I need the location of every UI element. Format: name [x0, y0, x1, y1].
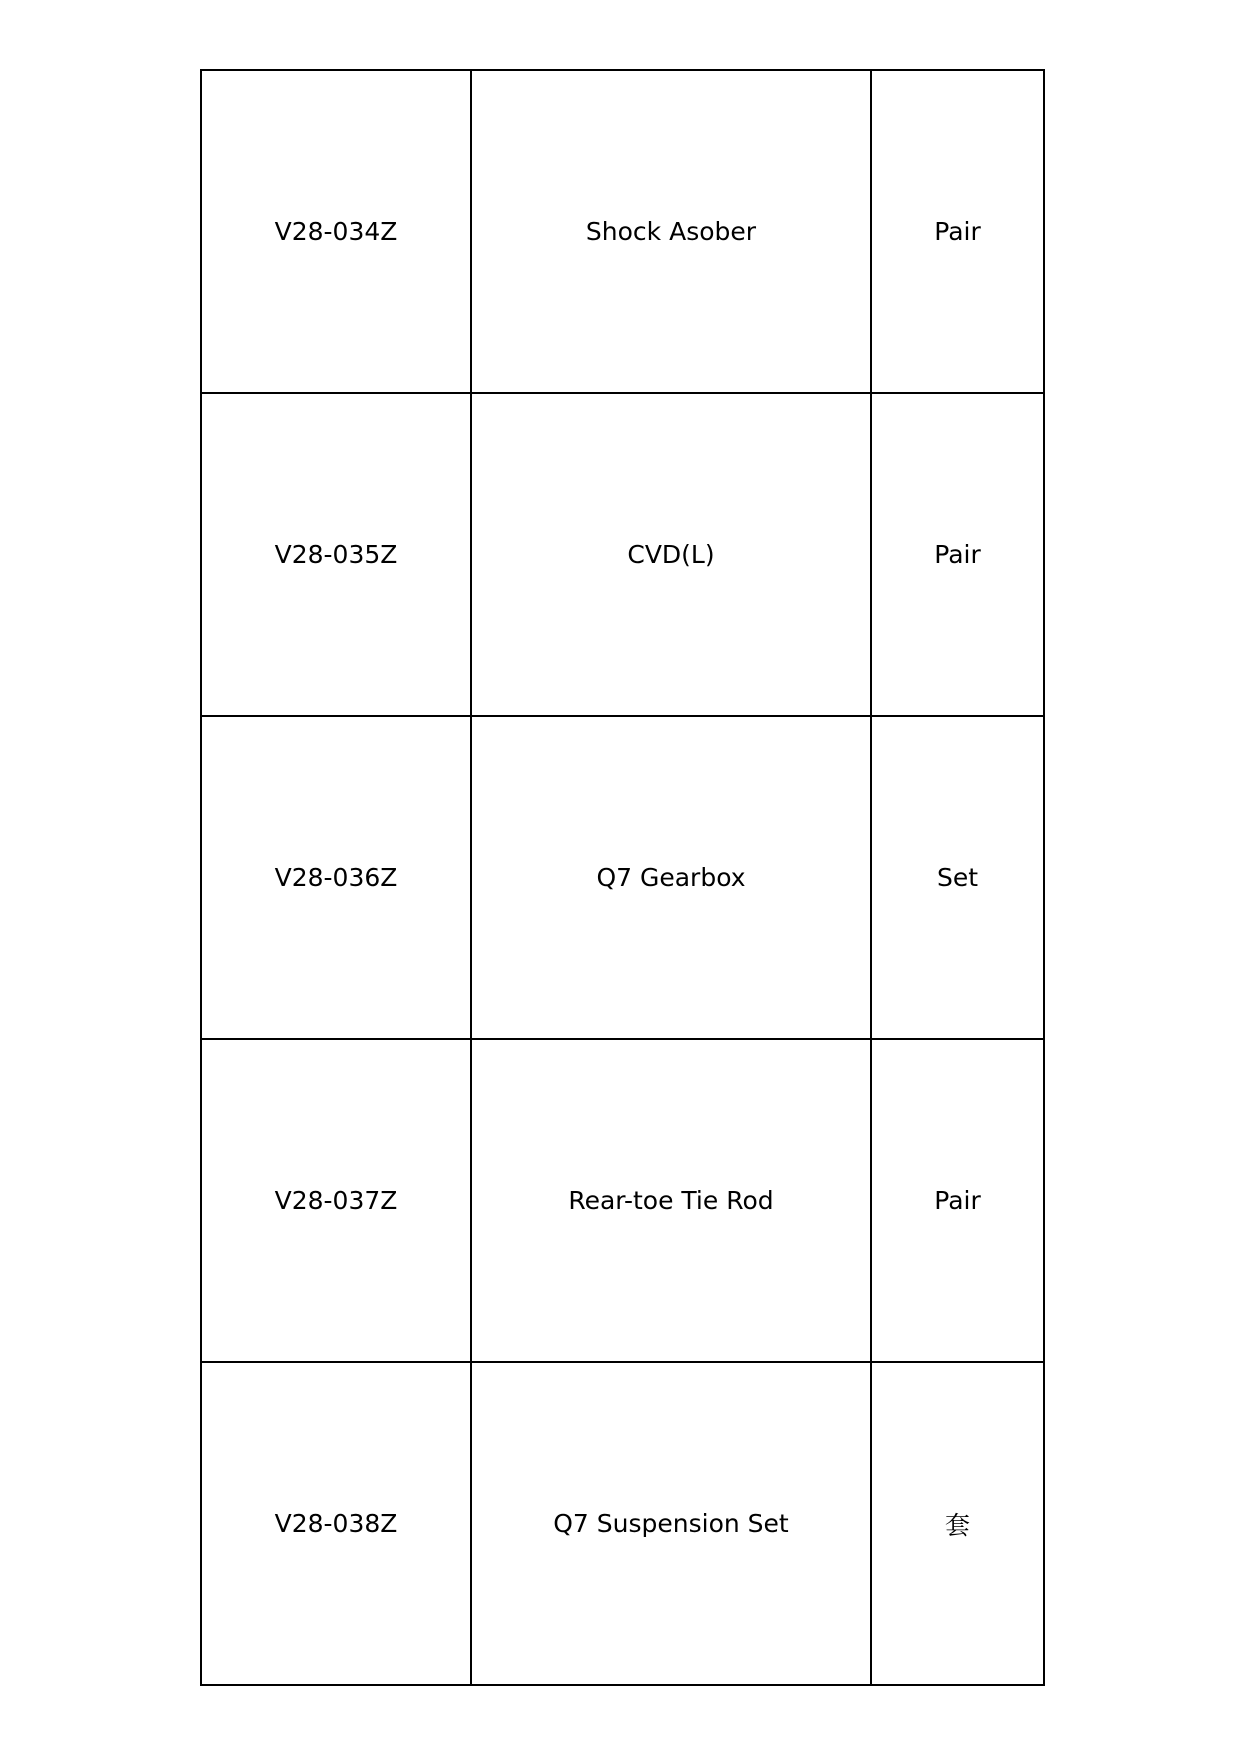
- part-unit-cell: 套: [871, 1362, 1044, 1685]
- part-description-cell: Q7 Suspension Set: [471, 1362, 871, 1685]
- part-code-cell: V28-038Z: [201, 1362, 471, 1685]
- part-description-cell: Q7 Gearbox: [471, 716, 871, 1039]
- part-code-cell: V28-034Z: [201, 70, 471, 393]
- part-code-cell: V28-036Z: [201, 716, 471, 1039]
- table-row: [201, 393, 1044, 716]
- table-row: [201, 1362, 1044, 1685]
- part-description-cell: CVD(L): [471, 393, 871, 716]
- part-code-cell: V28-035Z: [201, 393, 471, 716]
- part-unit-cell: Pair: [871, 1039, 1044, 1362]
- part-unit-cell: Pair: [871, 393, 1044, 716]
- table-row: [201, 70, 1044, 393]
- table-row: [201, 716, 1044, 1039]
- table-row: [201, 1039, 1044, 1362]
- part-description-cell: Shock Asober: [471, 70, 871, 393]
- part-unit-cell: Pair: [871, 70, 1044, 393]
- part-description-cell: Rear-toe Tie Rod: [471, 1039, 871, 1362]
- part-unit-cell: Set: [871, 716, 1044, 1039]
- part-code-cell: V28-037Z: [201, 1039, 471, 1362]
- parts-table: [200, 69, 1045, 1686]
